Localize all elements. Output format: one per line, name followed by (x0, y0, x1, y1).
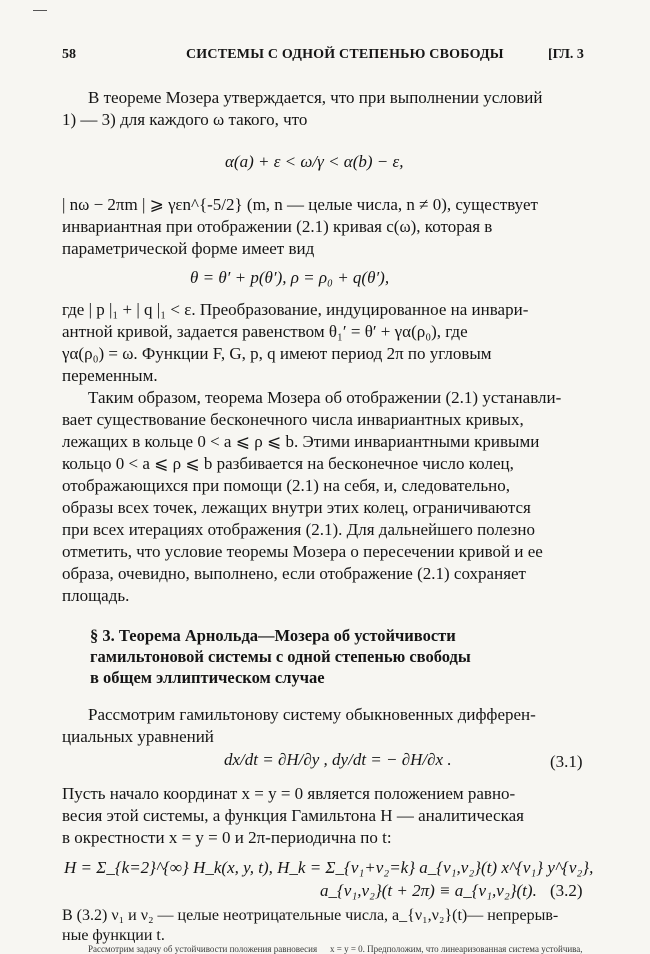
section-heading: § 3. Теорема Арнольда—Мозера об устойчивости (90, 626, 456, 645)
chapter-ref: [ГЛ. 3 (548, 47, 584, 62)
equation-curve: θ = θ′ + p(θ′), ρ = ρ₀ + q(θ′), (190, 268, 390, 287)
equation-number: (3.2) (550, 881, 583, 900)
paragraph-line: в окрестности x = y = 0 и 2π-периодична по t: (62, 828, 392, 847)
equation-periodicity: a_{ν₁,ν₂}(t + 2π) ≡ a_{ν₁,ν₂}(t). (320, 881, 537, 900)
paragraph-line: весия этой системы, а функция Гамильтона H — аналитическая (62, 806, 524, 825)
paragraph-line: Рассмотрим задачу об устойчивости положения равновесия (88, 944, 318, 954)
page-number: 58 (62, 47, 76, 62)
paragraph-line: В теореме Мозера утверждается, что при выполнении условий (88, 88, 543, 107)
paragraph-line: при всех итерациях отображения (2.1). Для дальнейшего полезно (62, 520, 535, 539)
paragraph-line: параметрической форме имеет вид (62, 239, 315, 258)
section-heading: в общем эллиптическом случае (90, 668, 325, 687)
paragraph-line: циальных уравнений (62, 727, 214, 746)
paragraph-line: где | p |₁ + | q |₁ < ε. Преобразование, индуцированное на инвари- (62, 300, 529, 319)
paragraph-line: образы всех точек, лежащих внутри этих колец, ограничиваются (62, 498, 531, 517)
paragraph-line: отображающихся при помощи (2.1) на себя, и, следовательно, (62, 476, 511, 495)
equation-hamilton-system: dx/dt = ∂H/∂y , dy/dt = − ∂H/∂x . (224, 750, 452, 769)
paragraph-line: лежащих в кольце 0 < a ⩽ ρ ⩽ b. Этими инвариантными кривыми (62, 432, 540, 451)
equation-inline-alpha: α(a) + ε < ω/γ < α(b) − ε, (225, 152, 404, 171)
paragraph-line: отметить, что условие теоремы Мозера о пересечении кривой и ее (62, 542, 543, 561)
paragraph-line: Пусть начало координат x = y = 0 является положением равно- (62, 784, 516, 803)
paragraph-line: ные функции t. (62, 927, 165, 944)
paragraph-line: площадь. (62, 586, 130, 605)
paragraph-line: вает существование бесконечного числа инвариантных кривых, (62, 410, 524, 429)
paragraph-line: антной кривой, задается равенством θ₁′ = θ′ + γα(ρ₀), где (62, 322, 468, 341)
paragraph-line: | nω − 2πm | ⩾ γεn^{-5/2} (m, n — целые числа, n ≠ 0), существует (62, 195, 538, 214)
paragraph-line: переменным. (62, 366, 158, 385)
paragraph-line: 1) — 3) для каждого ω такого, что (62, 110, 308, 129)
paragraph-line: γα(ρ₀) = ω. Функции F, G, p, q имеют период 2π по угловым (62, 344, 492, 363)
running-title: СИСТЕМЫ С ОДНОЙ СТЕПЕНЬЮ СВОБОДЫ (186, 47, 504, 62)
paragraph-line: x = y = 0. Предположим, что линеаризованная система устойчива, (330, 944, 583, 954)
scan-mark (33, 10, 47, 11)
equation-hamiltonian-expansion: H = Σ_{k=2}^{∞} H_k(x, y, t), H_k = Σ_{ν₁+ν₂=k} a_{ν₁,ν₂}(t) x^{ν₁} y^{ν₂}, (64, 858, 594, 877)
section-heading: гамильтоновой системы с одной степенью свободы (90, 647, 471, 666)
paragraph-line: Рассмотрим гамильтонову систему обыкновенных дифферен- (88, 705, 536, 724)
equation-number: (3.1) (550, 752, 583, 771)
paragraph-line: образа, очевидно, выполнено, если отображение (2.1) сохраняет (62, 564, 526, 583)
paragraph-line: кольцо 0 < a ⩽ ρ ⩽ b разбивается на бесконечное число колец, (62, 454, 514, 473)
paragraph-line: инвариантная при отображении (2.1) кривая c(ω), которая в (62, 217, 493, 236)
paragraph-line: Таким образом, теорема Мозера об отображении (2.1) устанавли- (88, 388, 562, 407)
paragraph-line: В (3.2) ν₁ и ν₂ — целые неотрицательные числа, a_{ν₁,ν₂}(t)— непрерыв- (62, 907, 559, 924)
